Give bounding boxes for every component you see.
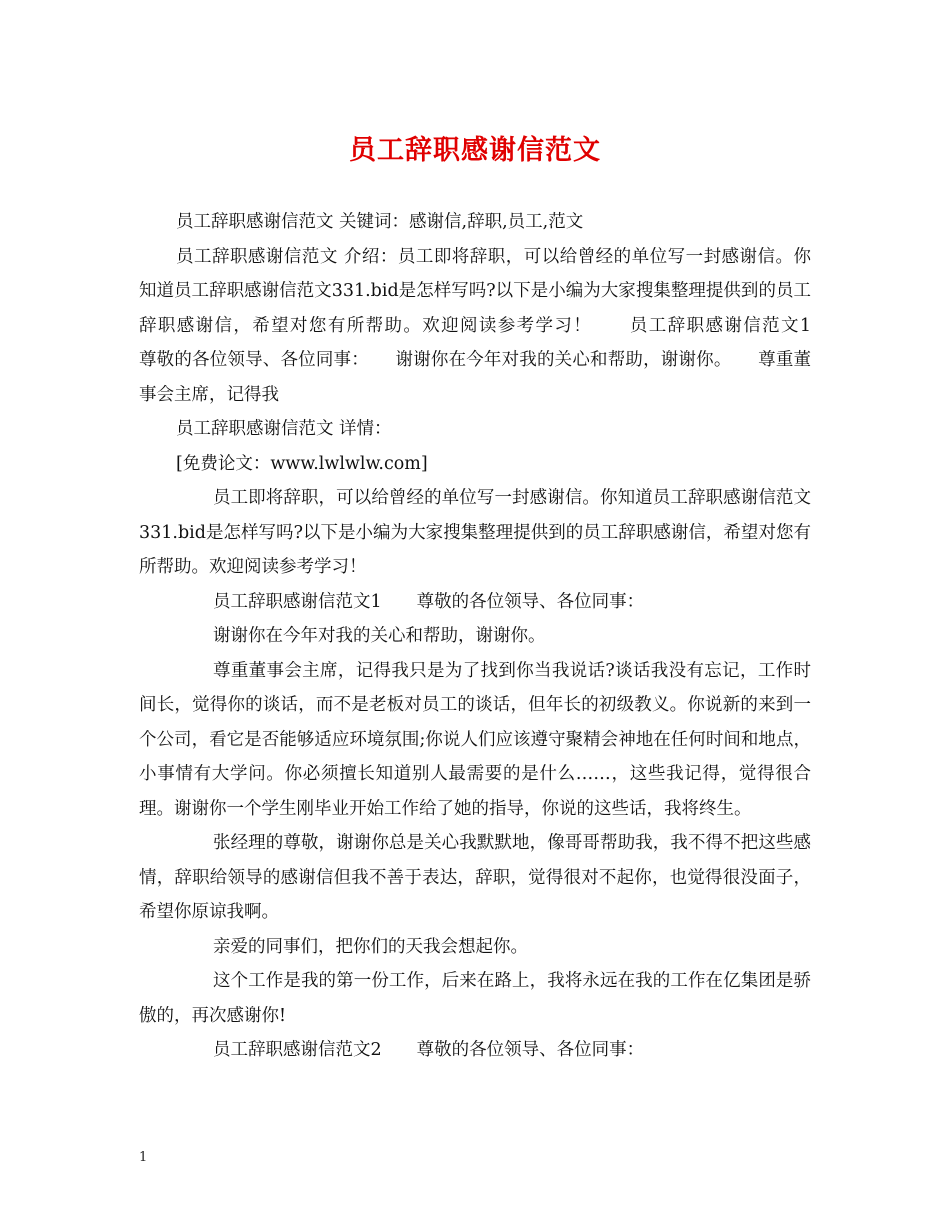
details-line: 员工辞职感谢信范文 详情： — [176, 419, 392, 439]
paragraph-first-job: 这个工作是我的第一份工作，后来在路上，我将永远在我的工作在亿集团是骄傲的，再次感谢你! — [139, 971, 811, 1026]
intro-line: 员工辞职感谢信范文 介绍：员工即将辞职，可以给曾经的单位写一封感谢信。你知道员工辞职感谢信范文331.bid是怎样写吗?以下是小编为大家搜集整理提供到的员工辞职感谢信，希望对您有所帮助。欢迎阅读参考学习！ 员工辞职感谢信范文1 尊敬的各位领导、各位同事： 谢谢你在今年对我的关心和帮助，谢谢你。 尊重董事会主席，记得我 — [139, 246, 846, 405]
paragraph-intro: 员工即将辞职，可以给曾经的单位写一封感谢信。你知道员工辞职感谢信范文331.bid是怎样写吗?以下是小编为大家搜集整理提供到的员工辞职感谢信，希望对您有所帮助。欢迎阅读参考学习！ — [139, 488, 811, 577]
paragraph-manager: 张经理的尊敬，谢谢你总是关心我默默地，像哥哥帮助我，我不得不把这些感情，辞职给领导的感谢信但我不善于表达，辞职，觉得很对不起你，也觉得很没面子，希望你原谅我啊。 — [139, 833, 811, 922]
document-content — [139, 205, 846, 1068]
document-title: 员工辞职感谢信范文 — [349, 135, 601, 166]
letter-2-heading: 员工辞职感谢信范文2 尊敬的各位领导、各位同事： — [213, 1040, 645, 1060]
page-number: 1 — [139, 1150, 148, 1165]
paragraph-colleagues: 亲爱的同事们，把你们的天我会想起你。 — [213, 936, 528, 957]
paragraph-thanks: 谢谢你在今年对我的关心和帮助，谢谢你。 — [213, 626, 546, 646]
keywords-line: 员工辞职感谢信范文 关键词：感谢信,辞职,员工,范文 — [176, 212, 584, 232]
paragraph-chairman: 尊重董事会主席，记得我只是为了找到你当我说话?谈话我没有忘记，工作时间长，觉得你的谈话，而不是老板对员工的谈话，但年长的初级教义。你说新的来到一个公司，看它是否能够适应环境氛围;你说人们应该遵守聚精会神地在任何时间和地点，小事情有大学问。你必须擅长知道别人最需要的是什么……，这些我记得，觉得很合理。谢谢你一个学生刚毕业开始工作给了她的指导，你说的这些话，我将终生。 — [139, 660, 811, 819]
source-line: [免费论文：www.lwlwlw.com] — [176, 453, 428, 474]
letter-1-heading: 员工辞职感谢信范文1 尊敬的各位领导、各位同事： — [213, 591, 645, 612]
